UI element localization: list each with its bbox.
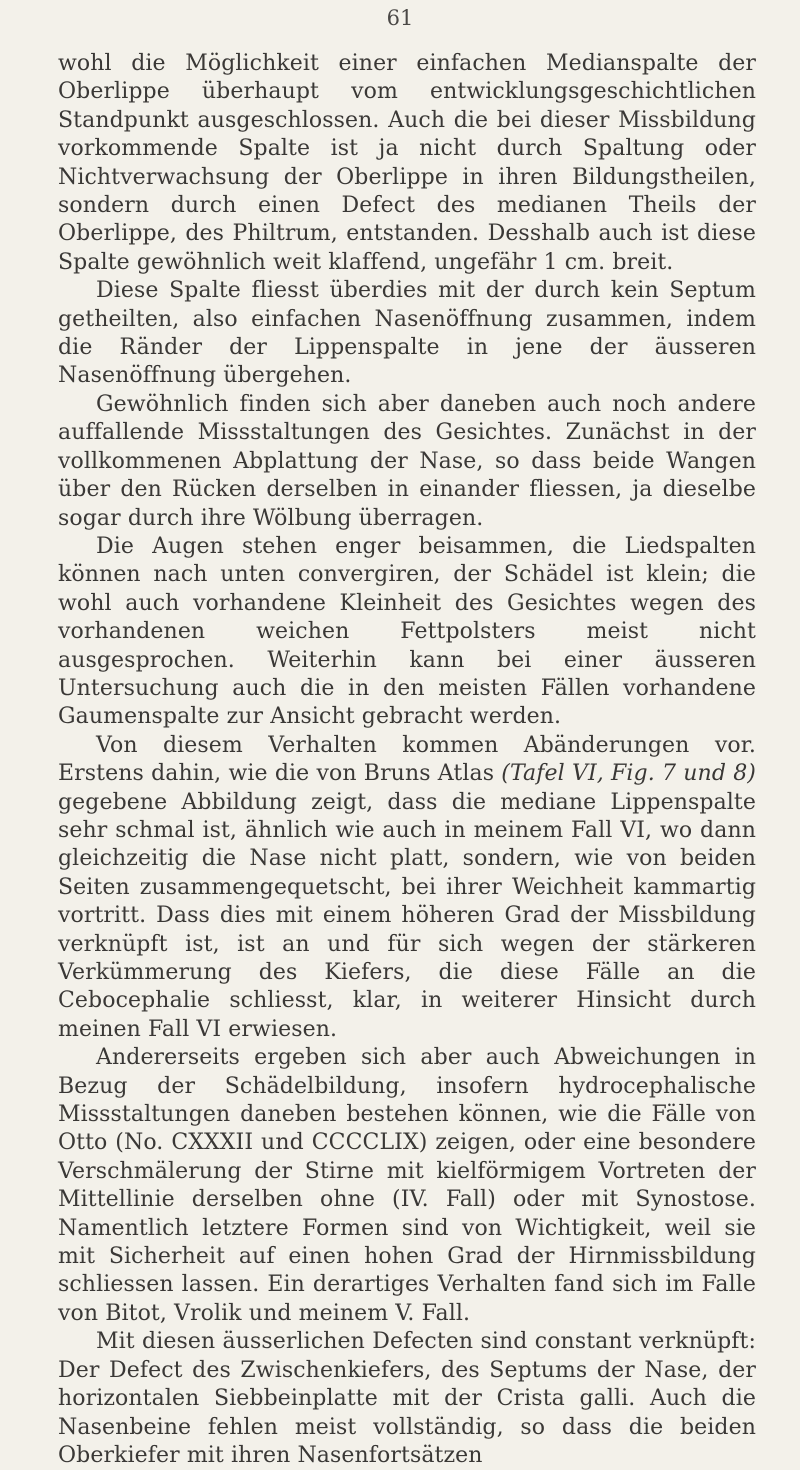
paragraph-2: Diese Spalte fliesst überdies mit der durch kein Septum getheilten, also einfachen Nasenöffnung zusammen, indem die Ränder der Lippenspalte in jene der äusseren Nasenöffnung übergehen. [58, 278, 756, 389]
paragraph-3: Gewöhnlich finden sich aber daneben auch noch andere auffallende Missstaltungen des Gesichtes. Zunächst in der vollkommenen Abplattung der Nase, so dass beide Wangen über den Rücken derselben in einander fliessen, ja dieselbe sogar durch ihre Wölbung überragen. [58, 391, 756, 531]
body-text [58, 50, 756, 1470]
paragraph-5-text-start: Von diesem Verhalten kommen Abänderungen vor. Erstens dahin, wie die von Bruns Atlas [58, 732, 756, 787]
paragraph-6: Andererseits ergeben sich aber auch Abweichungen in Bezug der Schädelbildung, insofern hydrocephalische Missstaltungen daneben bestehen können, wie die Fälle von Otto (No. CXXXII und CCCCLIX) zeigen, oder eine besondere Verschmälerung der Stirne mit kielförmigem Vortreten der Mittellinie derselben ohne (IV. Fall) oder mit Synostose. Namentlich letztere Formen sind von Wichtigkeit, weil sie mit Sicherheit auf einen hohen Grad der Hirnmissbildung schliessen lassen. Ein derartiges Verhalten fand sich im Falle von Bitot, Vrolik und meinem V. Fall. [58, 1045, 756, 1326]
paragraph-5-text-end: gegebene Abbildung zeigt, dass die mediane Lippenspalte sehr schmal ist, ähnlich wie auch in meinem Fall VI, wo dann gleichzeitig die Nase nicht platt, sondern, wie von beiden Seiten zusammengequetscht, bei ihrer Weichheit kammartig vortritt. Dass dies mit einem höheren Grad der Missbildung verknüpft ist, ist an und für sich wegen der stärkeren Verkümmerung des Kiefers, die diese Fälle an die Cebocephalie schliesst, klar, in weiterer Hinsicht durch meinen Fall VI erwiesen. [58, 789, 756, 1042]
paragraph-7: Mit diesen äusserlichen Defecten sind constant verknüpft: Der Defect des Zwischenkiefers, des Septums der Nase, der horizontalen Siebbeinplatte mit der Crista galli. Auch die Nasenbeine fehlen meist vollständig, so dass die beiden Oberkiefer mit ihren Nasenfortsätzen [58, 1329, 756, 1468]
figure-reference: (Tafel VI, Fig. 7 und 8) [501, 761, 756, 787]
paragraph-5 [58, 732, 756, 1044]
paragraph-4: Die Augen stehen enger beisammen, die Liedspalten können nach unten convergiren, der Schädel ist klein; die wohl auch vorhandene Kleinheit des Gesichtes wegen des vorhandenen weichen Fettpolsters meist nicht ausgesprochen. Weiterhin kann bei einer äusseren Untersuchung auch die in den meisten Fällen vorhandene Gaumenspalte zur Ansicht gebracht werden. [58, 533, 756, 730]
paragraph-1: wohl die Möglichkeit einer einfachen Medianspalte der Oberlippe überhaupt vom entwicklungsgeschichtlichen Standpunkt ausgeschlossen. Auch die bei dieser Missbildung vorkommende Spalte ist ja nicht durch Spaltung oder Nichtverwachsung der Oberlippe in ihren Bildungstheilen, sondern durch einen Defect des medianen Theils der Oberlippe, des Philtrum, entstanden. Desshalb auch ist diese Spalte gewöhnlich weit klaffend, ungefähr 1 cm. breit. [58, 51, 756, 275]
page-number: 61 [386, 6, 414, 30]
